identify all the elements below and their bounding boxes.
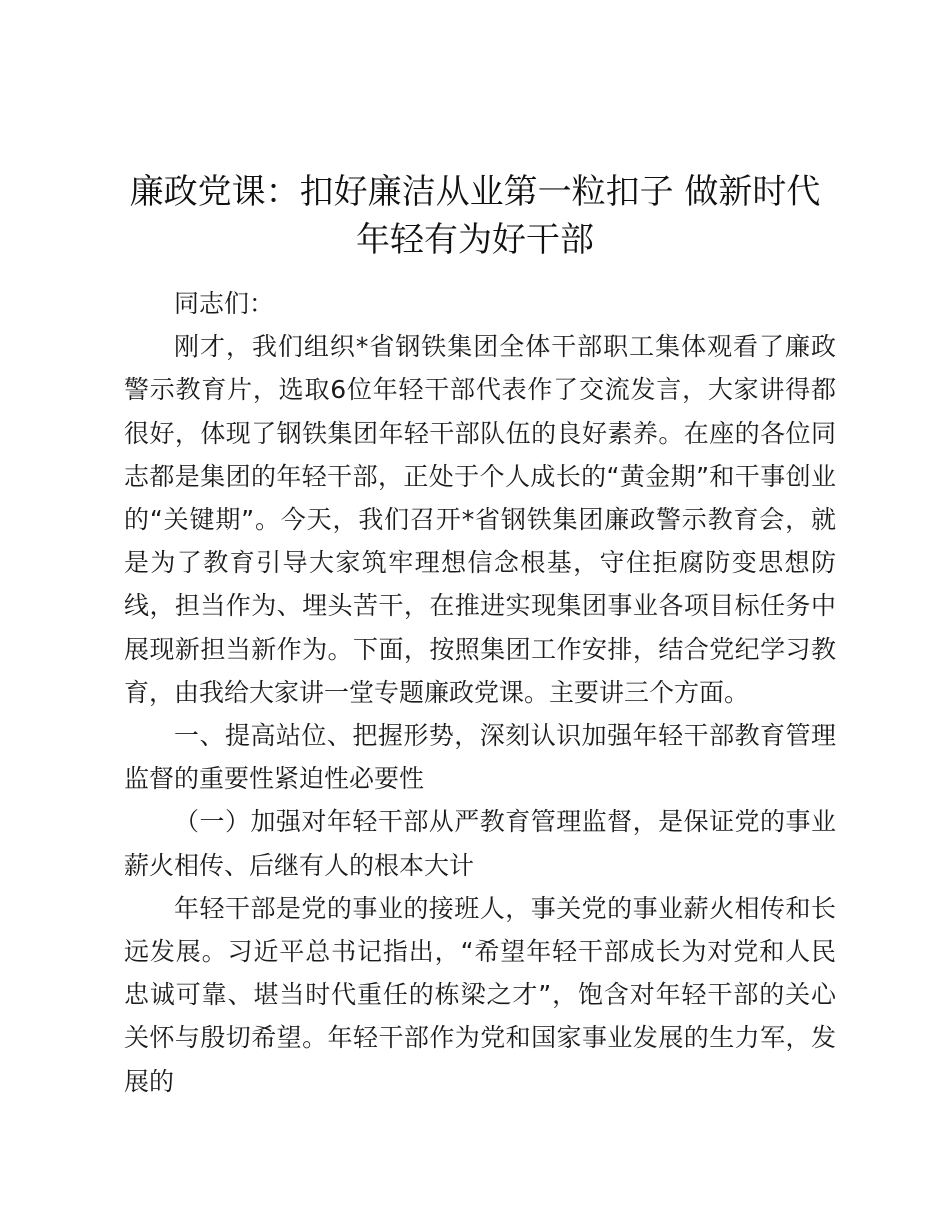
section-heading-1: 一、提高站位、把握形势，深刻认识加强年轻干部教育管理监督的重要性紧迫性必要性 [124,721,836,794]
document-title [100,168,850,264]
subsection-heading-1: （一）加强对年轻干部从严教育管理监督，是保证党的事业薪火相传、后继有人的根本大计 [124,807,836,880]
title-line-2: 年轻有为好干部 [356,220,594,260]
salutation: 同志们： [174,289,275,318]
opening-paragraph: 刚才，我们组织*省钢铁集团全体干部职工集体观看了廉政警示教育片，选取6位年轻干部代表作了交流发言，大家讲得都很好，体现了钢铁集团年轻干部队伍的良好素养。在座的各位同志都是集团的年轻干部，正处于个人成长的“黄金期”和干事创业的“关键期”。今天，我们召开*省钢铁集团廉政警示教育会，就是为了教育引导大家筑牢理想信念根基，守住拒腐防变思想防线，担当作为、埋头苦干，在推进实现集团事业各项目标任务中展现新担当新作为。下面，按照集团工作安排，结合党纪学习教育，由我给大家讲一堂专题廉政党课。主要讲三个方面。 [124,332,836,707]
body-paragraph: 年轻干部是党的事业的接班人，事关党的事业薪火相传和长远发展。习近平总书记指出，“希望年轻干部成长为对党和人民忠诚可靠、堪当时代重任的栋梁之才”，饱含对年轻干部的关心关怀与殷切希望。年轻干部作为党和国家事业发展的生力军，发展的 [124,893,836,1096]
title-line-1: 廉政党课：扣好廉洁从业第一粒扣子 做新时代 [129,172,821,212]
document-body [124,282,836,1103]
